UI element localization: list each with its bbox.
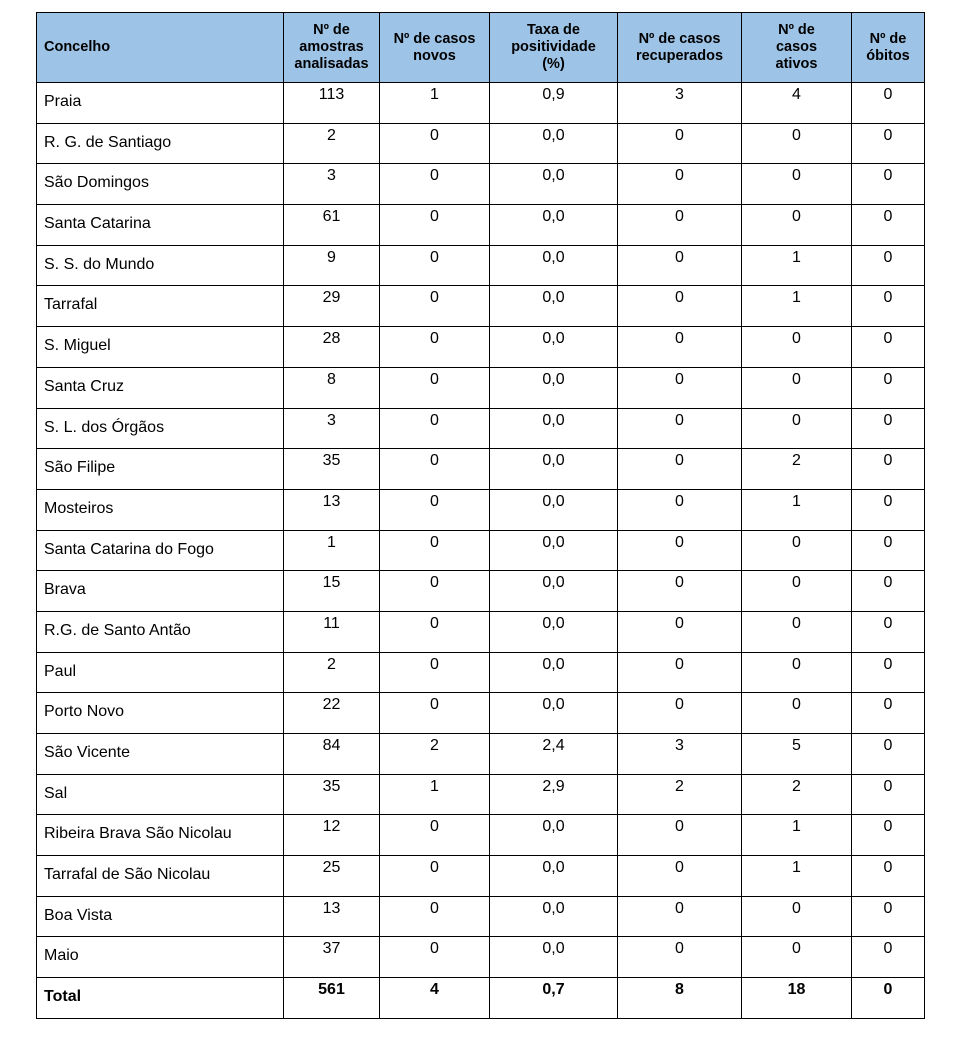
cell-obitos: 0	[852, 815, 925, 856]
cell-casos-ativos: 0	[742, 164, 852, 205]
cell-concelho: Maio	[37, 937, 284, 978]
header-casos-novos: Nº de casos novos	[380, 13, 490, 83]
cell-casos-ativos: 18	[742, 978, 852, 1019]
cell-casos-recuperados: 3	[618, 83, 742, 124]
cell-casos-recuperados: 0	[618, 164, 742, 205]
cell-casos-ativos: 5	[742, 734, 852, 775]
cell-obitos: 0	[852, 693, 925, 734]
cell-concelho: Tarrafal de São Nicolau	[37, 856, 284, 897]
cell-concelho: S. Miguel	[37, 327, 284, 368]
cell-obitos: 0	[852, 978, 925, 1019]
cell-casos-novos: 0	[380, 205, 490, 246]
cell-obitos: 0	[852, 774, 925, 815]
cell-casos-novos: 0	[380, 693, 490, 734]
cell-casos-ativos: 0	[742, 205, 852, 246]
cell-casos-recuperados: 0	[618, 367, 742, 408]
cell-taxa-positividade: 0,7	[490, 978, 618, 1019]
cell-casos-recuperados: 3	[618, 734, 742, 775]
cell-obitos: 0	[852, 83, 925, 124]
header-concelho: Concelho	[37, 13, 284, 83]
cell-casos-recuperados: 0	[618, 856, 742, 897]
cell-amostras: 113	[284, 83, 380, 124]
cell-amostras: 37	[284, 937, 380, 978]
cell-taxa-positividade: 0,0	[490, 611, 618, 652]
cell-obitos: 0	[852, 611, 925, 652]
cell-obitos: 0	[852, 530, 925, 571]
cell-concelho: São Filipe	[37, 449, 284, 490]
cell-casos-novos: 2	[380, 734, 490, 775]
cell-casos-ativos: 2	[742, 449, 852, 490]
table-row	[37, 937, 925, 978]
cell-amostras: 84	[284, 734, 380, 775]
cell-obitos: 0	[852, 327, 925, 368]
cell-casos-ativos: 0	[742, 367, 852, 408]
cell-amostras: 2	[284, 123, 380, 164]
cell-casos-ativos: 0	[742, 896, 852, 937]
cell-taxa-positividade: 0,9	[490, 83, 618, 124]
cell-obitos: 0	[852, 245, 925, 286]
cell-obitos: 0	[852, 123, 925, 164]
cell-taxa-positividade: 0,0	[490, 896, 618, 937]
cell-taxa-positividade: 2,9	[490, 774, 618, 815]
cell-taxa-positividade: 0,0	[490, 367, 618, 408]
cell-amostras: 25	[284, 856, 380, 897]
cell-concelho: Total	[37, 978, 284, 1019]
cell-amostras: 2	[284, 652, 380, 693]
header-taxa-positividade: Taxa de positividade (%)	[490, 13, 618, 83]
cell-casos-novos: 0	[380, 856, 490, 897]
cell-taxa-positividade: 0,0	[490, 815, 618, 856]
cell-taxa-positividade: 0,0	[490, 123, 618, 164]
header-casos-ativos: Nº de casos ativos	[742, 13, 852, 83]
cell-casos-novos: 0	[380, 164, 490, 205]
table-row	[37, 856, 925, 897]
cell-casos-recuperados: 0	[618, 530, 742, 571]
covid-table-container	[36, 12, 925, 1019]
table-row	[37, 571, 925, 612]
cell-casos-novos: 1	[380, 83, 490, 124]
cell-taxa-positividade: 0,0	[490, 408, 618, 449]
cell-casos-recuperados: 0	[618, 693, 742, 734]
cell-casos-recuperados: 0	[618, 286, 742, 327]
cell-amostras: 22	[284, 693, 380, 734]
table-row	[37, 693, 925, 734]
cell-casos-novos: 0	[380, 489, 490, 530]
table-body	[37, 83, 925, 1019]
cell-concelho: Sal	[37, 774, 284, 815]
table-row	[37, 286, 925, 327]
cell-casos-recuperados: 0	[618, 327, 742, 368]
table-row	[37, 205, 925, 246]
cell-casos-ativos: 1	[742, 815, 852, 856]
cell-concelho: Porto Novo	[37, 693, 284, 734]
cell-taxa-positividade: 0,0	[490, 530, 618, 571]
table-row	[37, 83, 925, 124]
cell-casos-ativos: 1	[742, 286, 852, 327]
cell-casos-novos: 0	[380, 611, 490, 652]
table-row	[37, 164, 925, 205]
cell-amostras: 9	[284, 245, 380, 286]
cell-concelho: Boa Vista	[37, 896, 284, 937]
cell-amostras: 3	[284, 408, 380, 449]
cell-casos-ativos: 4	[742, 83, 852, 124]
cell-concelho: S. S. do Mundo	[37, 245, 284, 286]
cell-casos-novos: 0	[380, 571, 490, 612]
table-row	[37, 123, 925, 164]
cell-obitos: 0	[852, 856, 925, 897]
cell-casos-recuperados: 0	[618, 245, 742, 286]
cell-casos-novos: 0	[380, 896, 490, 937]
cell-concelho: Ribeira Brava São Nicolau	[37, 815, 284, 856]
table-row	[37, 489, 925, 530]
cell-casos-novos: 4	[380, 978, 490, 1019]
table-row	[37, 896, 925, 937]
cell-casos-novos: 0	[380, 937, 490, 978]
cell-casos-novos: 0	[380, 530, 490, 571]
cell-casos-recuperados: 0	[618, 123, 742, 164]
cell-obitos: 0	[852, 286, 925, 327]
concelho-cases-table	[36, 12, 925, 1019]
cell-casos-novos: 1	[380, 774, 490, 815]
cell-amostras: 35	[284, 774, 380, 815]
cell-amostras: 3	[284, 164, 380, 205]
cell-casos-recuperados: 0	[618, 611, 742, 652]
table-row	[37, 774, 925, 815]
cell-casos-novos: 0	[380, 367, 490, 408]
cell-obitos: 0	[852, 652, 925, 693]
cell-obitos: 0	[852, 408, 925, 449]
table-row	[37, 652, 925, 693]
cell-casos-recuperados: 0	[618, 449, 742, 490]
table-row	[37, 245, 925, 286]
cell-casos-recuperados: 0	[618, 896, 742, 937]
table-row	[37, 530, 925, 571]
table-row	[37, 815, 925, 856]
cell-casos-ativos: 0	[742, 937, 852, 978]
cell-casos-ativos: 0	[742, 571, 852, 612]
cell-casos-recuperados: 0	[618, 205, 742, 246]
cell-casos-ativos: 0	[742, 611, 852, 652]
cell-taxa-positividade: 0,0	[490, 571, 618, 612]
cell-concelho: Brava	[37, 571, 284, 612]
cell-taxa-positividade: 0,0	[490, 164, 618, 205]
cell-casos-recuperados: 0	[618, 571, 742, 612]
cell-casos-novos: 0	[380, 449, 490, 490]
table-row	[37, 611, 925, 652]
cell-casos-recuperados: 0	[618, 652, 742, 693]
cell-casos-ativos: 0	[742, 530, 852, 571]
cell-taxa-positividade: 0,0	[490, 856, 618, 897]
cell-concelho: R. G. de Santiago	[37, 123, 284, 164]
cell-casos-ativos: 1	[742, 245, 852, 286]
cell-casos-ativos: 0	[742, 123, 852, 164]
cell-taxa-positividade: 0,0	[490, 245, 618, 286]
cell-obitos: 0	[852, 164, 925, 205]
cell-amostras: 12	[284, 815, 380, 856]
cell-taxa-positividade: 0,0	[490, 937, 618, 978]
table-row	[37, 327, 925, 368]
cell-concelho: Praia	[37, 83, 284, 124]
cell-obitos: 0	[852, 205, 925, 246]
cell-amostras: 1	[284, 530, 380, 571]
cell-casos-novos: 0	[380, 245, 490, 286]
cell-casos-recuperados: 0	[618, 937, 742, 978]
cell-obitos: 0	[852, 449, 925, 490]
cell-taxa-positividade: 2,4	[490, 734, 618, 775]
cell-amostras: 28	[284, 327, 380, 368]
header-casos-recuperados: Nº de casos recuperados	[618, 13, 742, 83]
cell-obitos: 0	[852, 734, 925, 775]
cell-amostras: 61	[284, 205, 380, 246]
cell-casos-recuperados: 2	[618, 774, 742, 815]
cell-concelho: São Domingos	[37, 164, 284, 205]
cell-concelho: Tarrafal	[37, 286, 284, 327]
cell-concelho: São Vicente	[37, 734, 284, 775]
cell-obitos: 0	[852, 489, 925, 530]
cell-casos-ativos: 0	[742, 408, 852, 449]
cell-casos-novos: 0	[380, 286, 490, 327]
cell-casos-ativos: 0	[742, 693, 852, 734]
table-row	[37, 734, 925, 775]
cell-taxa-positividade: 0,0	[490, 449, 618, 490]
cell-obitos: 0	[852, 367, 925, 408]
table-header-row	[37, 13, 925, 83]
cell-taxa-positividade: 0,0	[490, 327, 618, 368]
cell-concelho: Santa Catarina do Fogo	[37, 530, 284, 571]
cell-casos-ativos: 0	[742, 327, 852, 368]
cell-amostras: 15	[284, 571, 380, 612]
table-row	[37, 449, 925, 490]
cell-casos-novos: 0	[380, 327, 490, 368]
cell-concelho: Mosteiros	[37, 489, 284, 530]
cell-obitos: 0	[852, 896, 925, 937]
cell-casos-recuperados: 0	[618, 815, 742, 856]
cell-casos-ativos: 2	[742, 774, 852, 815]
cell-casos-novos: 0	[380, 652, 490, 693]
table-total-row	[37, 978, 925, 1019]
cell-casos-recuperados: 8	[618, 978, 742, 1019]
cell-amostras: 13	[284, 896, 380, 937]
cell-casos-recuperados: 0	[618, 408, 742, 449]
cell-concelho: Santa Cruz	[37, 367, 284, 408]
cell-amostras: 13	[284, 489, 380, 530]
table-row	[37, 408, 925, 449]
cell-taxa-positividade: 0,0	[490, 286, 618, 327]
cell-amostras: 11	[284, 611, 380, 652]
cell-casos-ativos: 0	[742, 652, 852, 693]
cell-casos-novos: 0	[380, 408, 490, 449]
cell-taxa-positividade: 0,0	[490, 652, 618, 693]
cell-casos-recuperados: 0	[618, 489, 742, 530]
cell-amostras: 8	[284, 367, 380, 408]
cell-concelho: Paul	[37, 652, 284, 693]
cell-amostras: 561	[284, 978, 380, 1019]
header-amostras: Nº de amostras analisadas	[284, 13, 380, 83]
table-row	[37, 367, 925, 408]
cell-casos-ativos: 1	[742, 489, 852, 530]
cell-concelho: Santa Catarina	[37, 205, 284, 246]
cell-taxa-positividade: 0,0	[490, 489, 618, 530]
cell-taxa-positividade: 0,0	[490, 693, 618, 734]
cell-taxa-positividade: 0,0	[490, 205, 618, 246]
cell-casos-novos: 0	[380, 123, 490, 164]
cell-casos-ativos: 1	[742, 856, 852, 897]
cell-amostras: 35	[284, 449, 380, 490]
cell-concelho: S. L. dos Órgãos	[37, 408, 284, 449]
cell-casos-novos: 0	[380, 815, 490, 856]
cell-concelho: R.G. de Santo Antão	[37, 611, 284, 652]
cell-obitos: 0	[852, 571, 925, 612]
cell-amostras: 29	[284, 286, 380, 327]
cell-obitos: 0	[852, 937, 925, 978]
header-obitos: Nº de óbitos	[852, 13, 925, 83]
